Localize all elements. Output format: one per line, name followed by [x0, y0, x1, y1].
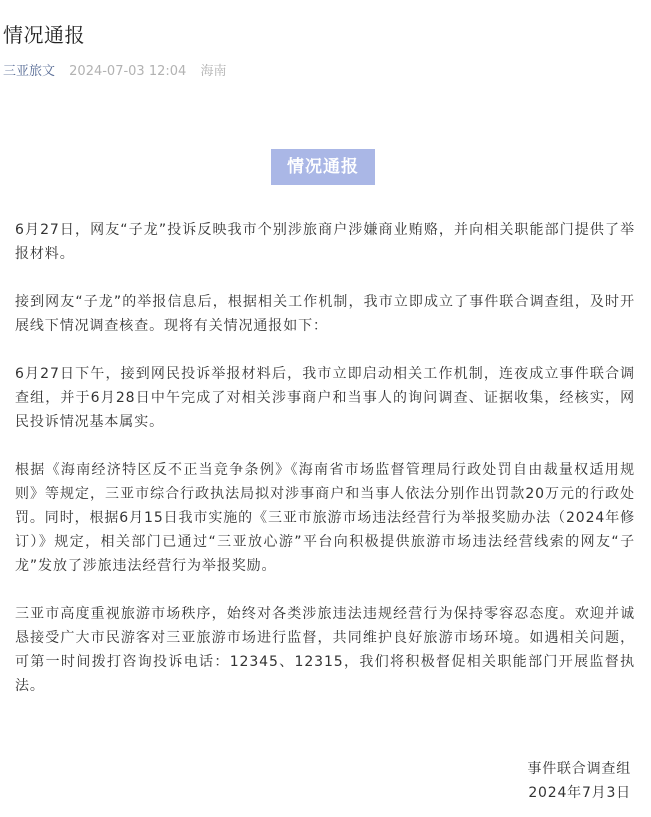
article-meta	[3, 63, 226, 81]
region-label: 海南	[200, 64, 227, 79]
paragraph-complaint: 6月27日，网友“子龙”投诉反映我市个别涉旅商户涉嫌商业贿赂，并向相关职能部门提供了举报材料。	[15, 222, 635, 262]
paragraph-findings: 6月27日下午，接到网民投诉举报材料后，我市立即启动相关工作机制，连夜成立事件联合调查组，并于6月28日中午完成了对相关涉事商户和当事人的询问调查、证据收集，经核实，网民投诉情况基本属实。	[15, 366, 635, 430]
paragraph-penalty: 根据《海南经济特区反不正当竞争条例》《海南省市场监督管理局行政处罚自由裁量权适用规则》等规定，三亚市综合行政执法局拟对涉事商户和当事人依法分别作出罚款20万元的行政处罚。同时，根据6月15日我市实施的《三亚市旅游市场违法经营行为举报奖励办法（2024年修订）》规定，相关部门已通过“三亚放心游”平台向积极提供旅游市场违法经营线索的网友“子龙”发放了涉旅违法经营行为举报奖励。	[15, 462, 635, 574]
article-content	[15, 218, 635, 722]
paragraph-statement: 三亚市高度重视旅游市场秩序，始终对各类涉旅违法违规经营行为保持零容忍态度。欢迎并诚恳接受广大市民游客对三亚旅游市场进行监督，共同维护良好旅游市场环境。如遇相关问题，可第一时间拨打咨询投诉电话：12345、12315，我们将积极督促相关职能部门开展监督执法。	[15, 606, 635, 694]
account-name-link[interactable]: 三亚旅文	[3, 64, 56, 79]
signature-block	[527, 757, 631, 805]
notice-banner: 情况通报	[271, 149, 375, 185]
article-title: 情况通报	[3, 23, 85, 47]
paragraph-investigation: 接到网友“子龙”的举报信息后，根据相关工作机制，我市立即成立了事件联合调查组，及时开展线下情况调查核查。现将有关情况通报如下：	[15, 294, 635, 334]
publish-time: 2024-07-03 12:04	[69, 64, 187, 79]
signature-organization: 事件联合调查组	[527, 761, 631, 777]
signature-date: 2024年7月3日	[528, 785, 631, 801]
